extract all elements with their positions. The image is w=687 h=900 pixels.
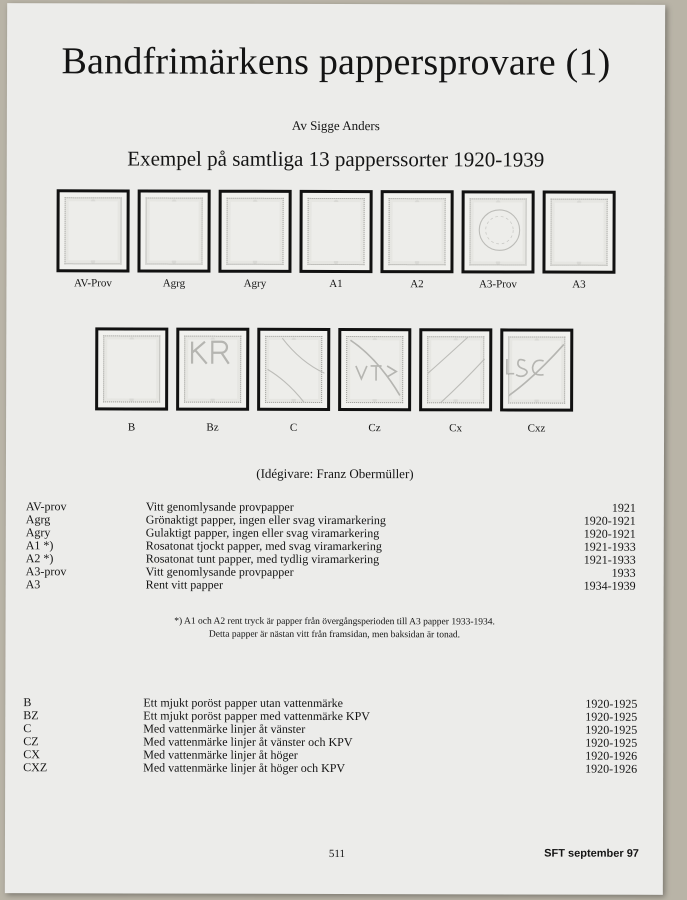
- watermark-letters-icon: [503, 331, 570, 407]
- table-row: BZ Ett mjukt poröst papper med vattenmärke KPV 1920-1925: [23, 708, 638, 724]
- stamp-label: Agry: [243, 277, 267, 290]
- stamp-label: AV-Prov: [73, 277, 112, 290]
- stamp-sample: [172, 328, 253, 434]
- stamp-label: B: [127, 421, 136, 434]
- table-row: CXZ Med vattenmärke linjer åt höger och KPV 1920-1926: [23, 760, 638, 776]
- stamp-sample: [496, 328, 577, 434]
- postmark-icon: [464, 193, 531, 269]
- stamp-row-2: [91, 327, 577, 434]
- stamp-label: A1: [329, 277, 343, 291]
- credit-line: (Idégivare: Franz Obermüller): [256, 465, 414, 482]
- stamp-label: Bz: [206, 421, 219, 434]
- stamp-image: [137, 189, 210, 272]
- table-row: CZ Med vattenmärke linjer åt vänster och KPV 1920-1925: [23, 734, 638, 750]
- footnote: [5, 615, 663, 643]
- footnote-line-1: *) A1 och A2 rent tryck är papper från övergångsperioden till A3 papper 1933-1934.: [174, 616, 495, 628]
- paper-type-list-b: [23, 696, 637, 776]
- stamp-sample: [133, 189, 214, 289]
- footnote-line-2: Detta papper är nästan vitt från framsidan, men baksidan är tonad.: [208, 629, 461, 641]
- stamp-sample: [376, 190, 457, 290]
- stamp-label: A2: [410, 278, 424, 291]
- author-byline: Av Sigge Anders: [291, 117, 380, 134]
- stamp-image: [95, 327, 168, 410]
- stamp-label: A3: [572, 278, 586, 291]
- table-row: CX Med vattenmärke linjer åt höger 1920-1926: [23, 747, 638, 763]
- page-number: 511: [328, 847, 346, 861]
- stamp-image: [500, 328, 573, 411]
- stamp-image: [461, 190, 534, 273]
- stamp-image: [419, 328, 492, 411]
- stamp-label: Agrg: [162, 277, 186, 290]
- stamp-sample: [214, 190, 295, 290]
- watermark-letters-icon: [179, 331, 246, 407]
- table-row: A2 *) Rosatonat tunt papper, med tydlig viramarkering 1921-1933: [25, 551, 636, 567]
- stamp-label: A3-Prov: [478, 278, 517, 291]
- stamp-sample: [253, 328, 334, 434]
- table-row: A3 Rent vitt papper 1934-1939: [25, 577, 636, 593]
- watermark-lines-icon: [422, 331, 489, 407]
- stamp-sample: [415, 328, 496, 434]
- stamp-label: C: [289, 421, 298, 434]
- stamp-sample: [52, 189, 133, 289]
- stamp-image: [218, 190, 291, 273]
- table-row: Agrg Grönaktigt papper, ingen eller svag viramarkering 1920-1921: [25, 512, 636, 528]
- stamp-image: [380, 190, 453, 273]
- table-row: B Ett mjukt poröst papper utan vattenmärke 1920-1925: [23, 695, 638, 711]
- stamp-image: [338, 328, 411, 411]
- stamp-image: [257, 328, 330, 411]
- table-row: C Med vattenmärke linjer åt vänster 1920-1925: [23, 721, 638, 737]
- stamp-label: Cz: [368, 422, 381, 435]
- watermark-lines-icon: [260, 331, 327, 407]
- table-row: Agry Gulaktigt papper, ingen eller svag viramarkering 1920-1921: [25, 525, 636, 541]
- stamp-image: [56, 189, 129, 272]
- watermark-letters-icon: [341, 331, 408, 407]
- stamp-sample: [538, 191, 619, 291]
- journal-name: SFT september 97: [544, 847, 639, 860]
- page-title: Bandfrimärkens pappersprovare (1): [61, 40, 611, 84]
- stamp-sample: [457, 190, 538, 290]
- stamp-sample: [91, 327, 172, 433]
- paper-type-list-a: [26, 500, 636, 593]
- table-row: A1 *) Rosatonat tjockt papper, med svag viramarkering 1921-1933: [25, 538, 636, 554]
- stamp-image: [176, 328, 249, 411]
- stamp-sample: [334, 328, 415, 434]
- stamp-sample: [295, 190, 376, 290]
- document-page: [5, 3, 665, 895]
- table-row: AV-prov Vitt genomlysande provpapper 1921: [25, 499, 636, 515]
- stamp-image: [542, 191, 615, 274]
- page-subtitle: Exempel på samtliga 13 papperssorter 1920-1939: [127, 146, 545, 172]
- stamp-label: Cxz: [527, 422, 546, 435]
- stamp-image: [299, 190, 372, 273]
- table-row: A3-prov Vitt genomlysande provpapper 1933: [25, 564, 636, 580]
- stamp-row-1: [52, 189, 619, 290]
- stamp-label: Cx: [449, 422, 462, 435]
